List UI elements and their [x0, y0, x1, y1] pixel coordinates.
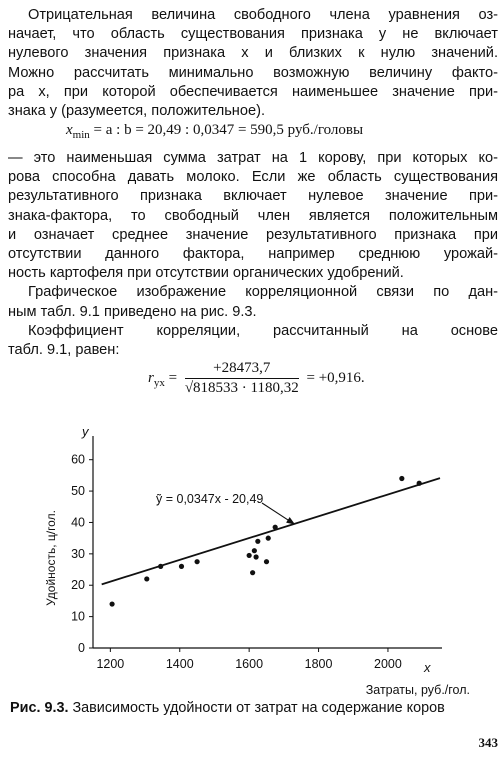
y-tick-label: 60	[71, 452, 85, 467]
page-number: 343	[478, 735, 498, 750]
formula-corr-numerator: +28473,7	[185, 360, 299, 379]
formula-correlation	[148, 360, 365, 397]
regression-line	[102, 478, 440, 584]
data-point	[399, 476, 404, 481]
text-line: рова способна давать молоко. Если же область существования	[8, 169, 498, 186]
data-point	[195, 559, 200, 564]
formula-corr-lhs: r	[148, 369, 154, 386]
formula-corr-sub: yx	[153, 376, 165, 389]
formula-corr-denominator: √818533 · 1180,32	[184, 380, 299, 396]
y-tick-label: 40	[71, 515, 85, 530]
regression-equation-label: y͂ = 0,0347x - 20,49	[156, 492, 264, 506]
data-point	[264, 559, 269, 564]
data-point	[179, 564, 184, 569]
data-point	[247, 553, 252, 558]
x-axis-label: Затраты, руб./гол.	[365, 683, 470, 697]
formula-xmin-rhs: = a : b = 20,49 : 0,0347 = 590,5 руб./головы	[93, 122, 364, 138]
data-point	[250, 570, 255, 575]
text-line: начает, что область существования признака у не включает	[8, 26, 498, 43]
x-tick-label: 1400	[165, 657, 194, 671]
data-point	[417, 481, 422, 486]
text-line: отсутствии данного фактора, например среднюю урожай-	[8, 246, 498, 263]
figure-caption	[10, 700, 500, 716]
text-line: ным табл. 9.1 приведено на рис. 9.3.	[8, 303, 257, 320]
y-axis-letter: y	[82, 424, 89, 439]
text-line: Графическое изображение корреляционной связи по дан-	[28, 284, 498, 301]
data-point	[255, 539, 260, 544]
data-point	[252, 548, 257, 553]
text-line: Коэффициент корреляции, рассчитанный на основе	[28, 322, 498, 339]
x-tick-label: 2000	[374, 657, 402, 671]
text-line: табл. 9.1, равен:	[8, 342, 120, 359]
x-tick-label: 1600	[235, 657, 264, 671]
paragraph-minimal-cost	[8, 149, 498, 360]
regression-layer	[102, 478, 440, 584]
text-line: и означает среднее значение результативного признака при	[8, 226, 498, 243]
data-point	[266, 536, 271, 541]
data-point	[144, 576, 149, 581]
formula-xmin-lhs: x	[66, 122, 73, 138]
paragraph-negative-intercept	[8, 6, 498, 121]
chart-axes	[93, 436, 442, 648]
x-axis-letter: x	[424, 660, 431, 675]
text-line: результативного признака включает нулевое значение при-	[8, 188, 498, 205]
y-tick-label: 10	[71, 609, 85, 624]
scatter-chart	[0, 418, 504, 700]
text-line: — это наименьшая сумма затрат на 1 корову, при которых ко-	[8, 150, 498, 166]
x-tick-label: 1200	[96, 657, 125, 671]
text-line: Отрицательная величина свободного члена уравнения оз-	[28, 7, 498, 23]
chart-ticks	[71, 453, 402, 671]
text-line: знака у (разумеется, положительное).	[8, 103, 266, 120]
x-tick-label: 1800	[304, 657, 333, 671]
data-point	[253, 554, 258, 559]
y-tick-label: 20	[71, 578, 85, 593]
y-tick-label: 30	[71, 546, 85, 561]
y-axis-label: Удойность, ц/гол.	[44, 510, 58, 606]
text-line: Можно рассчитать минимально возможную величину факто-	[8, 64, 498, 81]
text-line: нулевого значения признака х и близких к нулю значений.	[8, 45, 498, 62]
data-point	[273, 525, 278, 530]
text-line: знака-фактора, то свободный член является положительным	[8, 207, 498, 224]
formula-xmin	[66, 122, 363, 141]
figure-caption-text: Зависимость удойности от затрат на содержание коров	[68, 700, 445, 716]
annotation-arrow	[262, 503, 294, 524]
text-line: ра х, при которой обеспечивается наименьшее значение при-	[8, 83, 498, 100]
y-tick-label: 0	[78, 641, 85, 655]
y-tick-label: 50	[71, 484, 85, 499]
formula-xmin-sub: min	[72, 129, 90, 141]
formula-corr-eq: =	[168, 369, 178, 386]
figure-caption-label: Рис. 9.3.	[10, 700, 69, 716]
data-point	[109, 601, 114, 606]
text-line: ность картофеля при отсутствии органических удобрений.	[8, 265, 404, 282]
formula-corr-fraction	[185, 360, 299, 397]
formula-corr-result: = +0,916.	[306, 369, 365, 386]
data-point	[158, 564, 163, 569]
